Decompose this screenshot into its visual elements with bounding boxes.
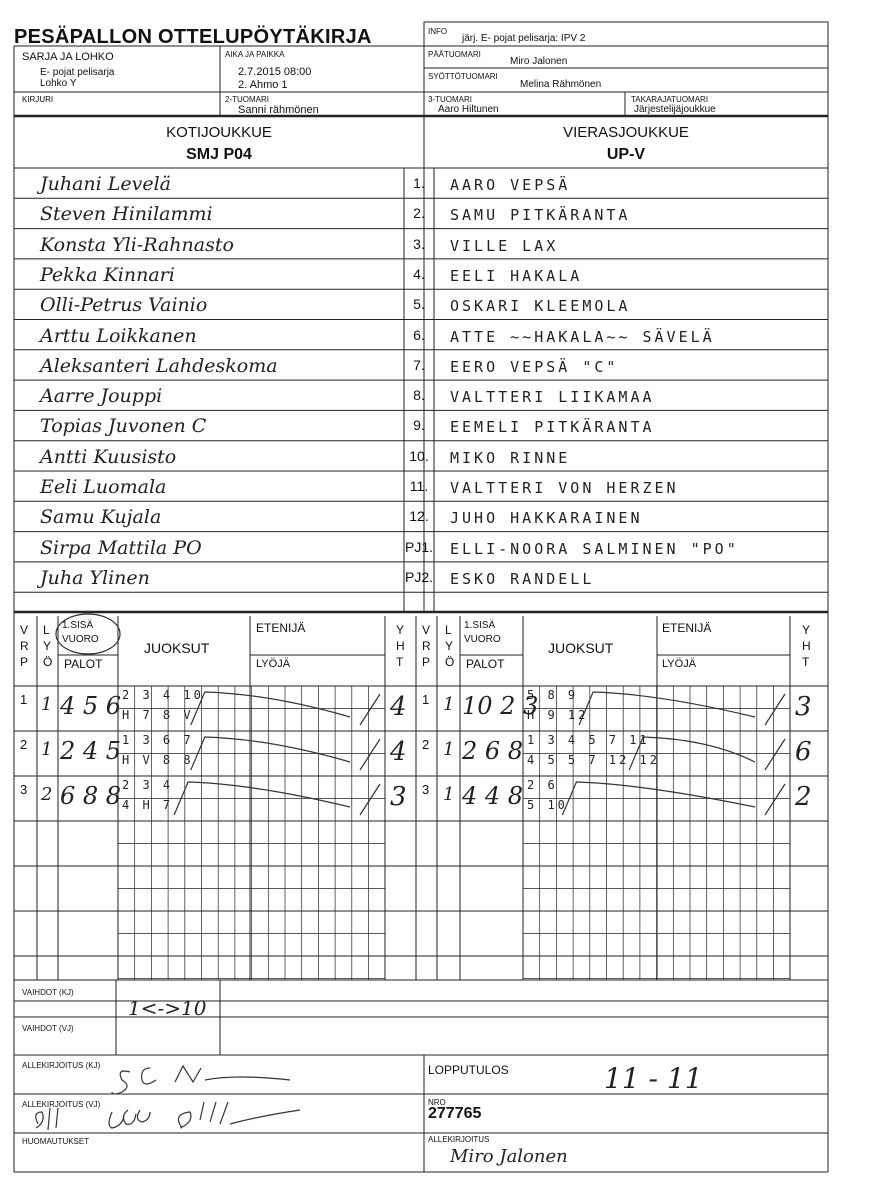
info-label: INFO	[428, 27, 448, 36]
allekirjoitus-vj-label: ALLEKIRJOITUS (VJ)	[22, 1100, 101, 1109]
nro-label: NRO	[428, 1098, 446, 1107]
inning-runs-top: 2 3 4 10	[122, 688, 204, 702]
away-col-yht-h: H	[802, 639, 811, 653]
home-player-name: Pekka Kinnari	[40, 263, 175, 286]
inning-palot: 4 5 6	[60, 692, 122, 720]
vaihdot-kj-label: VAIHDOT (KJ)	[22, 988, 74, 997]
huomautukset-label: HUOMAUTUKSET	[22, 1137, 90, 1146]
home-player-name: Aleksanteri Lahdeskoma	[40, 354, 278, 377]
info-value: järj. E- pojat pelisarja: IPV 2	[462, 33, 586, 44]
home-col-yht-t: T	[396, 655, 404, 669]
player-number: 1.	[413, 175, 425, 191]
player-number: 9.	[413, 417, 425, 434]
away-player-name: VALTTERI LIIKAMAA	[450, 388, 655, 407]
home-col-r: R	[20, 639, 29, 653]
vaihdot-vj-label: VAIHDOT (VJ)	[22, 1024, 74, 1033]
away-team-name: UP-V	[606, 146, 646, 163]
home-col-juoksut: JUOKSUT	[144, 640, 210, 656]
away-player-name: ELLI-NOORA SALMINEN "PO"	[450, 539, 739, 558]
inning-palot: 6 8 8	[60, 782, 122, 810]
player-number: 6.	[413, 326, 425, 343]
player-number: 12.	[409, 508, 429, 525]
inning-ly: 2	[41, 784, 53, 805]
away-col-lyoja: LYÖJÄ	[662, 658, 697, 670]
home-col-v: V	[20, 623, 29, 637]
away-col-yht-t: T	[802, 655, 810, 669]
player-number: 8.	[413, 387, 425, 404]
away-player-name: MIKO RINNE	[450, 448, 571, 467]
home-player-name: Steven Hinilammi	[40, 203, 213, 226]
vj-signature	[36, 1102, 300, 1130]
home-player-name: Eeli Luomala	[40, 476, 167, 498]
home-team-label: KOTIJOUKKUE	[166, 124, 272, 141]
inning-number: 2	[422, 737, 430, 752]
player-number: 11.	[409, 478, 429, 494]
away-col-vuoro: VUORO	[464, 634, 501, 645]
away-col-etenija: ETENIJÄ	[662, 621, 712, 635]
away-col-o: Ö	[445, 655, 455, 669]
inning-palot: 10 2 3	[462, 692, 539, 720]
inning-runs-top: 1 3 6 7	[122, 733, 194, 747]
inning-runs-bottom: H 7 8 V	[122, 708, 194, 722]
away-col-palot: PALOT	[466, 657, 505, 671]
home-col-y: Y	[43, 639, 52, 653]
home-team-name: SMJ P04	[186, 146, 252, 163]
inning-number: 1	[422, 692, 430, 707]
home-player-name: Samu Kujala	[40, 506, 162, 529]
inning-total: 3	[390, 782, 407, 812]
home-player-name: Konsta Yli-Rahnasto	[40, 233, 234, 256]
inning-runs-top: 1 3 4 5 7 11	[527, 733, 650, 747]
home-player-name: Aarre Jouppi	[40, 385, 163, 408]
player-number: 10.	[409, 447, 429, 464]
player-number: PJ2.	[404, 568, 433, 585]
home-col-yht-y: Y	[396, 623, 405, 637]
inning-runs-top: 2 3 4	[122, 778, 174, 792]
away-player-name: EELI HAKALA	[450, 266, 583, 285]
away-player-name: VILLE LAX	[450, 236, 559, 255]
away-player-name: VALTTERI VON HERZEN	[450, 479, 679, 497]
kj-signature	[112, 1066, 290, 1094]
away-player-name: AARO VEPSÄ	[450, 176, 571, 194]
home-col-sisa1: 1.SISÄ	[62, 620, 94, 631]
inning-number: 3	[422, 782, 430, 797]
tuomari3-value: Aaro Hiltunen	[438, 104, 499, 115]
page-title: PESÄPALLON OTTELUPÖYTÄKIRJA	[14, 26, 372, 48]
syottotuomari-value: Melina Rähmönen	[520, 79, 602, 90]
tuomari2-value: Sanni rähmönen	[238, 104, 319, 116]
away-col-juoksut: JUOKSUT	[548, 640, 614, 656]
inning-runs-bottom: 5 10	[527, 798, 568, 812]
syottotuomari-label: SYÖTTÖTUOMARI	[428, 72, 498, 81]
inning-total: 6	[795, 737, 812, 767]
sarja-value-2: Lohko Y	[40, 78, 77, 89]
nro-value: 277765	[428, 1105, 482, 1122]
inning-runs-bottom: H 9 12	[527, 708, 589, 722]
home-player-name: Juha Ylinen	[40, 566, 150, 589]
takarajatuomari-value: Järjestelijäjoukkue	[634, 104, 716, 115]
player-number: 7.	[413, 356, 425, 373]
inning-ly: 1	[41, 694, 53, 715]
away-col-y: Y	[445, 639, 454, 653]
inning-number: 3	[20, 782, 28, 797]
inning-total: 2	[795, 782, 812, 812]
paatuomari-value: Miro Jalonen	[510, 56, 568, 67]
inning-palot: 4 4 8	[462, 782, 524, 810]
home-col-vuoro: VUORO	[62, 634, 99, 645]
lopputulos-label: LOPPUTULOS	[428, 1063, 509, 1077]
home-col-palot: PALOT	[64, 657, 103, 671]
away-col-p: P	[422, 655, 431, 669]
inning-palot: 2 6 8	[462, 737, 524, 765]
allekirjoitus-label: ALLEKIRJOITUS	[428, 1135, 490, 1144]
allekirjoitus-kj-label: ALLEKIRJOITUS (KJ)	[22, 1061, 101, 1070]
away-player-name: OSKARI KLEEMOLA	[450, 297, 631, 316]
inning-runs-bottom: 4 H 7	[122, 798, 174, 812]
paatuomari-label: PÄÄTUOMARI	[428, 50, 481, 59]
inning-ly: 1	[443, 784, 455, 805]
inning-total: 3	[795, 692, 812, 722]
inning-ly: 1	[443, 694, 455, 715]
away-player-name: ATTE ~~HAKALA~~ SÄVELÄ	[450, 327, 715, 346]
home-col-p: P	[20, 655, 29, 669]
vaihdot-kj-value: 1<->10	[128, 996, 207, 1020]
away-player-name: EERO VEPSÄ "C"	[450, 357, 619, 376]
tuomari3-label: 3-TUOMARI	[428, 95, 472, 104]
home-col-yht-h: H	[396, 639, 405, 653]
sarja-label: SARJA JA LOHKO	[22, 51, 114, 63]
home-player-name: Arttu Loikkanen	[40, 324, 197, 347]
away-col-v: V	[422, 623, 431, 637]
away-player-name: SAMU PITKÄRANTA	[450, 206, 631, 225]
inning-ly: 1	[41, 739, 53, 760]
inning-total: 4	[390, 692, 407, 722]
aika-value-2: 2. Ahmo 1	[238, 79, 288, 91]
inning-runs-bottom: 4 5 5 7 12 12	[527, 753, 660, 767]
inning-total: 4	[390, 737, 407, 767]
home-player-name: Olli-Petrus Vainio	[40, 294, 208, 317]
home-col-o: Ö	[43, 655, 53, 669]
inning-number: 1	[20, 692, 28, 707]
home-player-name: Juhani Levelä	[40, 173, 172, 195]
home-player-name: Antti Kuusisto	[40, 445, 177, 468]
tuomari2-label: 2-TUOMARI	[225, 95, 269, 104]
player-number: 5.	[413, 296, 425, 313]
player-number: 2.	[413, 205, 425, 222]
away-player-name: EEMELI PITKÄRANTA	[450, 418, 655, 437]
inning-runs-bottom: H V 8 8	[122, 753, 194, 767]
home-col-lyoja: LYÖJÄ	[256, 658, 291, 670]
allekirjoitus-value: Miro Jalonen	[450, 1146, 568, 1167]
away-player-name: JUHO HAKKARAINEN	[450, 509, 643, 528]
lopputulos-value: 11 - 11	[604, 1062, 703, 1095]
aika-value-1: 2.7.2015 08:00	[238, 66, 312, 78]
home-player-name: Topias Juvonen C	[40, 415, 207, 438]
away-col-yht-y: Y	[802, 623, 811, 637]
away-team-label: VIERASJOUKKUE	[563, 124, 689, 141]
home-col-etenija: ETENIJÄ	[256, 621, 306, 635]
inning-runs-top: 2 6	[527, 778, 558, 792]
inning-ly: 1	[443, 739, 455, 760]
aika-label: AIKA JA PAIKKA	[225, 50, 285, 59]
away-col-sisa1: 1.SISÄ	[464, 620, 496, 631]
home-player-name: Sirpa Mattila PO	[40, 536, 202, 559]
inning-palot: 2 4 5	[60, 737, 122, 765]
away-player-name: ESKO RANDELL	[450, 569, 595, 588]
home-col-l: L	[43, 623, 50, 637]
kirjuri-label: KIRJURI	[22, 95, 54, 104]
inning-number: 2	[20, 737, 28, 752]
inning-runs-top: 5 8 9	[527, 688, 579, 702]
away-col-l: L	[445, 623, 452, 637]
player-number: PJ1.	[404, 538, 433, 555]
player-number: 3.	[413, 235, 425, 252]
sarja-value-1: E- pojat pelisarja	[40, 67, 115, 78]
away-col-r: R	[422, 639, 431, 653]
player-number: 4.	[413, 265, 425, 282]
takarajatuomari-label: TAKARAJATUOMARI	[631, 95, 709, 104]
